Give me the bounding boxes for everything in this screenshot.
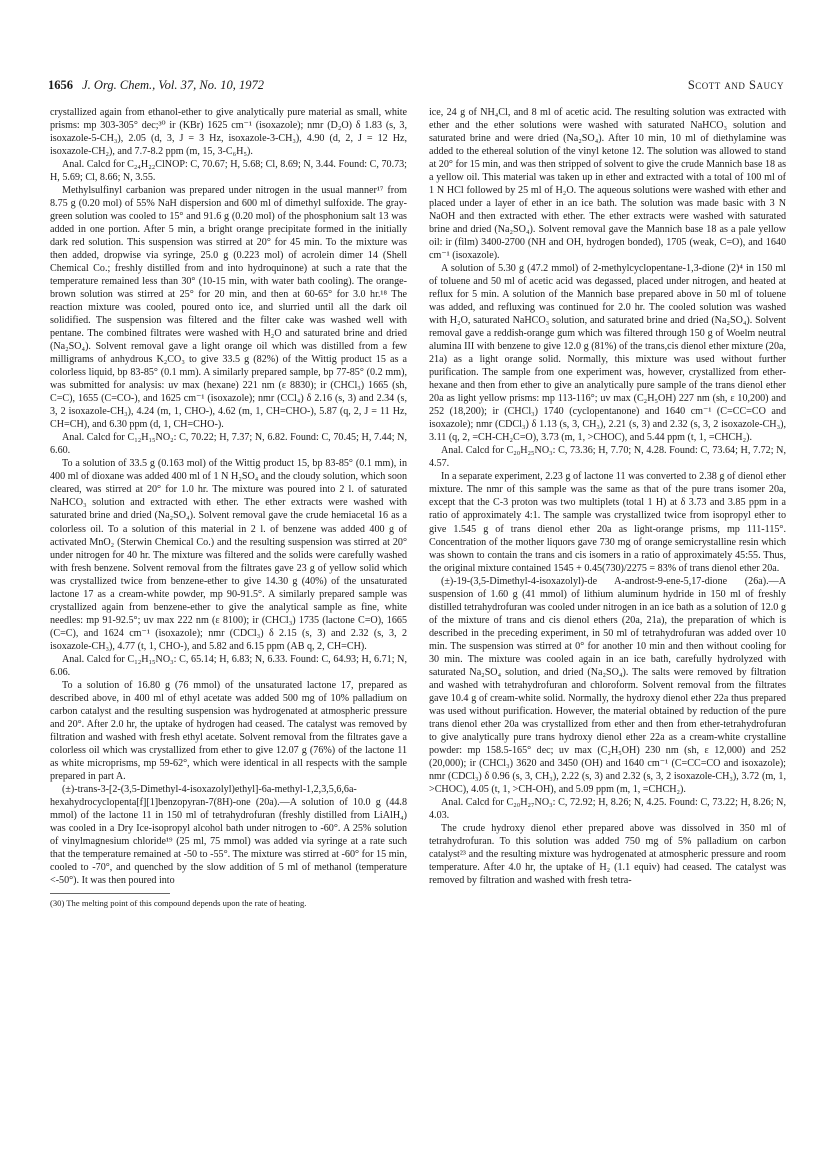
left-column [50,106,407,1136]
analysis-paragraph: Anal. Calcd for C₂₀H₂₇NO₃: C, 72.92; H, 8.26; N, 4.25. Found: C, 73.22; H, 8.26; N, 4.03. [429,796,786,821]
paragraph: To a solution of 33.5 g (0.163 mol) of the Wittig product 15, bp 83-85° (0.1 mm), in 400 ml of dioxane was added 400 ml of 1 N H₂SO₄ and the cloudy solution, which soon cleared, was stirred at 20° for 1.0 hr. The mixture was poured into 2 l. of saturated NaHCO₃ solution and extracted with ether. The ether extracts were washed with saturated brine and dried (Na₂SO₄). Solvent removal gave the crude hemiacetal 16 as a colorless oil. To a solution of this material in 2 l. of benzene was added 400 g of activated MnO₂ (Sterwin Chemical Co.) and the resulting suspension was stirred at 20° under nitrogen for 40 hr. The mixture was filtered and the solids were carefully washed with fresh benzene. Solvent removal from the filtrates gave 23 g of yellow solid which was crystallized twice from benzene-ether to give 14.30 g (40%) of the unsaturated lactone 17 as a cream-white powder, mp 90-91.5°. A similarly prepared sample was crystallized again from benzene-ether to give the analytical sample as fine, white needles: mp 91-92.5°; uv max 222 nm (ε 8100); ir (CHCl₃) 1735 (lactone C=O), 1665 (C=C), and 1624 cm⁻¹ (isoxazole); nmr (CDCl₃) δ 2.15 (s, 3) and 2.32 (s, 3, 2 isoxazole-CH₃), 4.77 (t, 1, CHO-), and 5.82 and 6.15 ppm (AB q, 2, CH=CH). [50,458,407,652]
analysis-paragraph: Anal. Calcd for C₁₂H₁₅NO₂: C, 70.22; H, 7.37; N, 6.82. Found: C, 70.45; H, 7.44; N, 6.60. [50,432,407,457]
footnote-text: (30) The melting point of this compound depends upon the rate of heating. [50,897,307,908]
paragraph: Methylsulfinyl carbanion was prepared under nitrogen in the usual manner¹⁷ from 8.75 g (0.20 mol) of 55% NaH dispersion and 600 ml of dimethyl sulfoxide. The gray-green solution was cooled to 15° and 91.6 g (0.20 mol) of the phosphonium salt 13 was added in one portion. After 5 min, a bright orange precipitate formed in the initially dark red solution. This suspension was stirred at 20° for 45 min. To the mixture was then added, dropwise via syringe, 25.0 g (0.223 mol) of acrolein dimer 14 (Shell Chemical Co.; freshly distilled from and into hydroquinone) at such a rate that the temperature remained less than 30° (10-15 min, with water bath cooling). The orange-brown solution was stirred at 25° for 20 min, and then at 60-65° for 3.0 hr.¹⁸ The reaction mixture was cooled, poured onto ice, and slurried until all the dark oil solidified. The suspension was filtered and the filter cake was washed well with pentane. The combined filtrates were washed with H₂O and saturated brine and dried (Na₂SO₄). Solvent removal gave a light orange oil which was distilled from a few milligrams of anhydrous K₂CO₃ to give 33.5 g (82%) of the Wittig product 15 as a colorless liquid, bp 83-85° (0.1 mm). A similarly prepared sample, bp 77-85° (0.2 mm), was submitted for analysis: uv max (hexane) 221 nm (ε 8830); ir (CHCl₃) 1665 (sh, C=C), 1655 (C=CO-), and 1625 cm⁻¹ (isoxazole); nmr (CCl₄) δ 2.16 (s, 3) and 2.34 (s, 3, 2 isoxazole-CH₃), 4.24 (m, 1, CHO-), 4.62 (m, 1, CH=CHO-), 5.87 (q, 2, J = 11 Hz, CH=CH), and 6.30 ppm (d, 1, CH=CHO-). [50,185,407,431]
analysis-paragraph: Anal. Calcd for C₁₂H₁₅NO₃: C, 65.14; H, 6.83; N, 6.33. Found: C, 64.93; H, 6.71; N, 6.06. [50,653,407,678]
analysis-paragraph: Anal. Calcd for C₂₄H₂₂ClNOP: C, 70.67; H, 5.68; Cl, 8.69; N, 3.44. Found: C, 70.73; H, 5.69; Cl, 8.66; N, 3.55. [50,159,407,184]
running-header [48,78,784,98]
paragraph: The crude hydroxy dienol ether prepared above was dissolved in 350 ml of tetrahydrofuran. To this solution was added 750 mg of 5% palladium on carbon catalyst²³ and the resulting mixture was hydrogenated at atmospheric pressure and room temperature. After 4.0 hr, the uptake of H₂ (1.1 equiv) had ceased. The catalyst was removed by filtration and washed with fresh tetra- [429,822,786,886]
section-paragraph: (±)-19-(3,5-Dimethyl-4-isoxazolyl)-de A-androst-9-ene-5,17-dione (26a).—A suspension of 1.60 g (41 mmol) of lithium aluminum hydride in 150 ml of freshly distilled tetrahydrofuran was cooled under nitrogen in an ice bath as a solution of 12.0 g of the mixture of trans and cis dienol ethers (20a, 21a), the preparation of which is described in the preceding experiment, in 50 ml of tetrahydrofuran was added over 10 min. The suspension was stirred at 0° for another 10 min and then without cooling for 30 min. The mixture was cooled again in an ice bath, carefully hydrolyzed with saturated Na₂SO₄ solution, and dried (Na₂SO₄). The salts were removed by filtration and washed with tetrahydrofuran and chloroform. Solvent removal from the filtrates gave 10.4 g of cream-white solid. Normally, the hydroxy dienol ether 22a thus prepared was used without purification. However, the material obtained by reduction of the pure trans dienol ether 20a was crystallized from ether and then from ether-tetrahydrofuran to give analytically pure trans hydroxy dienol ether 22a as a cream-white crystalline powder: mp 158.5-165° dec; uv max (C₂H₅OH) 230 nm (sh, ε 12,000) and 252 (20,000); ir (CHCl₃) 3620 and 3450 (OH) and 1640 cm⁻¹ (C=CC=CO and isoxazole); nmr (CDCl₃) δ 0.96 (s, 3, CH₃), 2.22 (s, 3) and 2.32 (s, 3, 2 isoxazole-CH₃), 3.72 (m, 1, >CHOC), 4.05 (t, 1, >CH-OH), and 5.09 ppm (m, 1, =CHCH₂). [429,575,786,795]
journal-citation: J. Org. Chem., Vol. 37, No. 10, 1972 [82,78,264,92]
right-column [429,106,786,1136]
paragraph: ice, 24 g of NH₄Cl, and 8 ml of acetic acid. The resulting solution was extracted with ether and the ether solutions were washed with saturated NaHCO₃ solution and saturated brine and were dried (Na₂SO₄). After 10 min, 10 ml of diethylamine was added to the ethereal solution of the vinyl ketone 12. The solution was allowed to stand at 20° for 15 min, and was then stripped of solvent to give the crude Mannich base 18 as a yellow oil. This material was taken up in ether and extracted with a total of 100 ml of 1 N HCl followed by 25 ml of H₂O. The aqueous solutions were washed with ether and placed under a layer of ether in an ice bath. The solution was made basic with 3 N NaOH and then extracted with ether. The ether extracts were washed with saturated brine and dried (Na₂SO₄). Solvent removal gave the Mannich base 18 as a pale yellow oil: ir (film) 3400-2700 (NH and OH, hydrogen bonded), 1705 (weak, C=O), and 1640 cm⁻¹ (isoxazole). [429,107,786,262]
page-number: 1656 [48,78,73,92]
section-paragraph: (±)-trans-3-[2-(3,5-Dimethyl-4-isoxazolyl)ethyl]-6a-methyl-1,2,3,5,6,6a-hexahydrocyclopenta[f][1]benzopyran-7(8H)-one (20a).—A solution of 10.0 g (44.8 mmol) of the lactone 11 in 150 ml of tetrahydrofuran (freshly distilled from LiAlH₄) was cooled in a Dry Ice-isopropyl alcohol bath under nitrogen to -60°. A 25% solution of vinylmagnesium chloride¹⁹ (25 ml, 75 mmol) was added via syringe at a rate such that the temperature remained at -50 to -55°. The mixture was stirred at -60° for 15 min, cooled to -70°, and quenched by the slow addition of 5 ml of methanol (temperature <-50°). It was then poured into [50,783,407,886]
footnote [50,893,307,909]
analysis-paragraph: Anal. Calcd for C₂₀H₂₅NO₃: C, 73.36; H, 7.70; N, 4.28. Found: C, 73.64; H, 7.72; N, 4.57. [429,445,786,470]
running-authors: Scott and Saucy [687,78,784,92]
paragraph: crystallized again from ethanol-ether to give analytically pure material as small, white prisms: mp 303-305° dec;³⁰ ir (KBr) 1625 cm⁻¹ (isoxazole); nmr (D₂O) δ 1.83 (s, 3, isoxazole-5-CH₃), 2.05 (d, 3, J = 3 Hz, isoxazole-3-CH₃), 4.90 (d, 2, J = 12 Hz, isoxazole-CH₂), and 7.7-8.2 ppm (m, 15, 3-C₆H₅). [50,107,407,158]
paragraph: In a separate experiment, 2.23 g of lactone 11 was converted to 2.38 g of dienol ether mixture. The nmr of this sample was the same as that of the pure trans isomer 20a, except that the C-3 proton was two multiplets (total 1 H) at δ 3.73 and 3.85 ppm in a ratio of approximately 4:1. The sample was crystallized twice from isopropyl ether to give 1.545 g of trans dienol ether 20a as light-orange prisms, mp 111-115°. Concentration of the mother liquors gave 730 mg of orange semicrystalline resin which was shown to contain the trans and cis isomers in a ratio of approximately 45:55. Thus, the original mixture contained 1545 + 0.45(730)/2275 = 83% of trans dienol ether 20a. [429,471,786,574]
paragraph: A solution of 5.30 g (47.2 mmol) of 2-methylcyclopentane-1,3-dione (2)⁴ in 150 ml of toluene and 50 ml of acetic acid was degassed, placed under nitrogen, and heated at reflux for 5 min. A solution of the Mannich base prepared above in 50 ml of toluene was added, and refluxing was continued for 2.0 hr. The cooled solution was washed with H₂O, saturated NaHCO₃ solution, and saturated brine and dried (Na₂SO₄). Solvent removal gave a reddish-orange gum which was filtered through 150 g of Woelm neutral alumina III with benzene to give 12.0 g (81%) of the trans,cis dienol ether mixture (20a, 21a) as a light orange solid. Normally, this mixture was used without further purification. The sample from one experiment was, however, crystallized from ether-hexane and then from ether to give an analytically pure sample of the trans dienol ether 20a as light yellow prisms: mp 113-116°; uv max (C₂H₅OH) 227 nm (sh, ε 10,200) and 252 (18,200); ir (CHCl₃) 1740 (cyclopentanone) and 1640 cm⁻¹ (C=CC=CO and isoxazole); nmr (CDCl₃) δ 1.13 (s, 3, CH₃), 2.21 (s, 3) and 2.32 (s, 3, 2 isoxazole-CH₃), 3.11 (q, 2, =CH-CH₂C=O), 3.73 (m, 1, >CHOC), and 5.44 ppm (t, 1, =CHCH₂). [429,263,786,444]
paragraph: To a solution of 16.80 g (76 mmol) of the unsaturated lactone 17, prepared as described above, in 400 ml of ethyl acetate was added 500 mg of 10% palladium on carbon catalyst and the resulting suspension was hydrogenated at atmospheric pressure and 20°. After 2.0 hr, the uptake of hydrogen had ceased. The catalyst was removed by filtration and washed with fresh ethyl acetate. Solvent removal from the filtrates gave a colorless oil which was crystallized from ether to give 12.07 g (76%) of the lactone 11 as white microprisms, mp 59-62°, which were identical in all respects with the sample prepared in part A. [50,679,407,782]
